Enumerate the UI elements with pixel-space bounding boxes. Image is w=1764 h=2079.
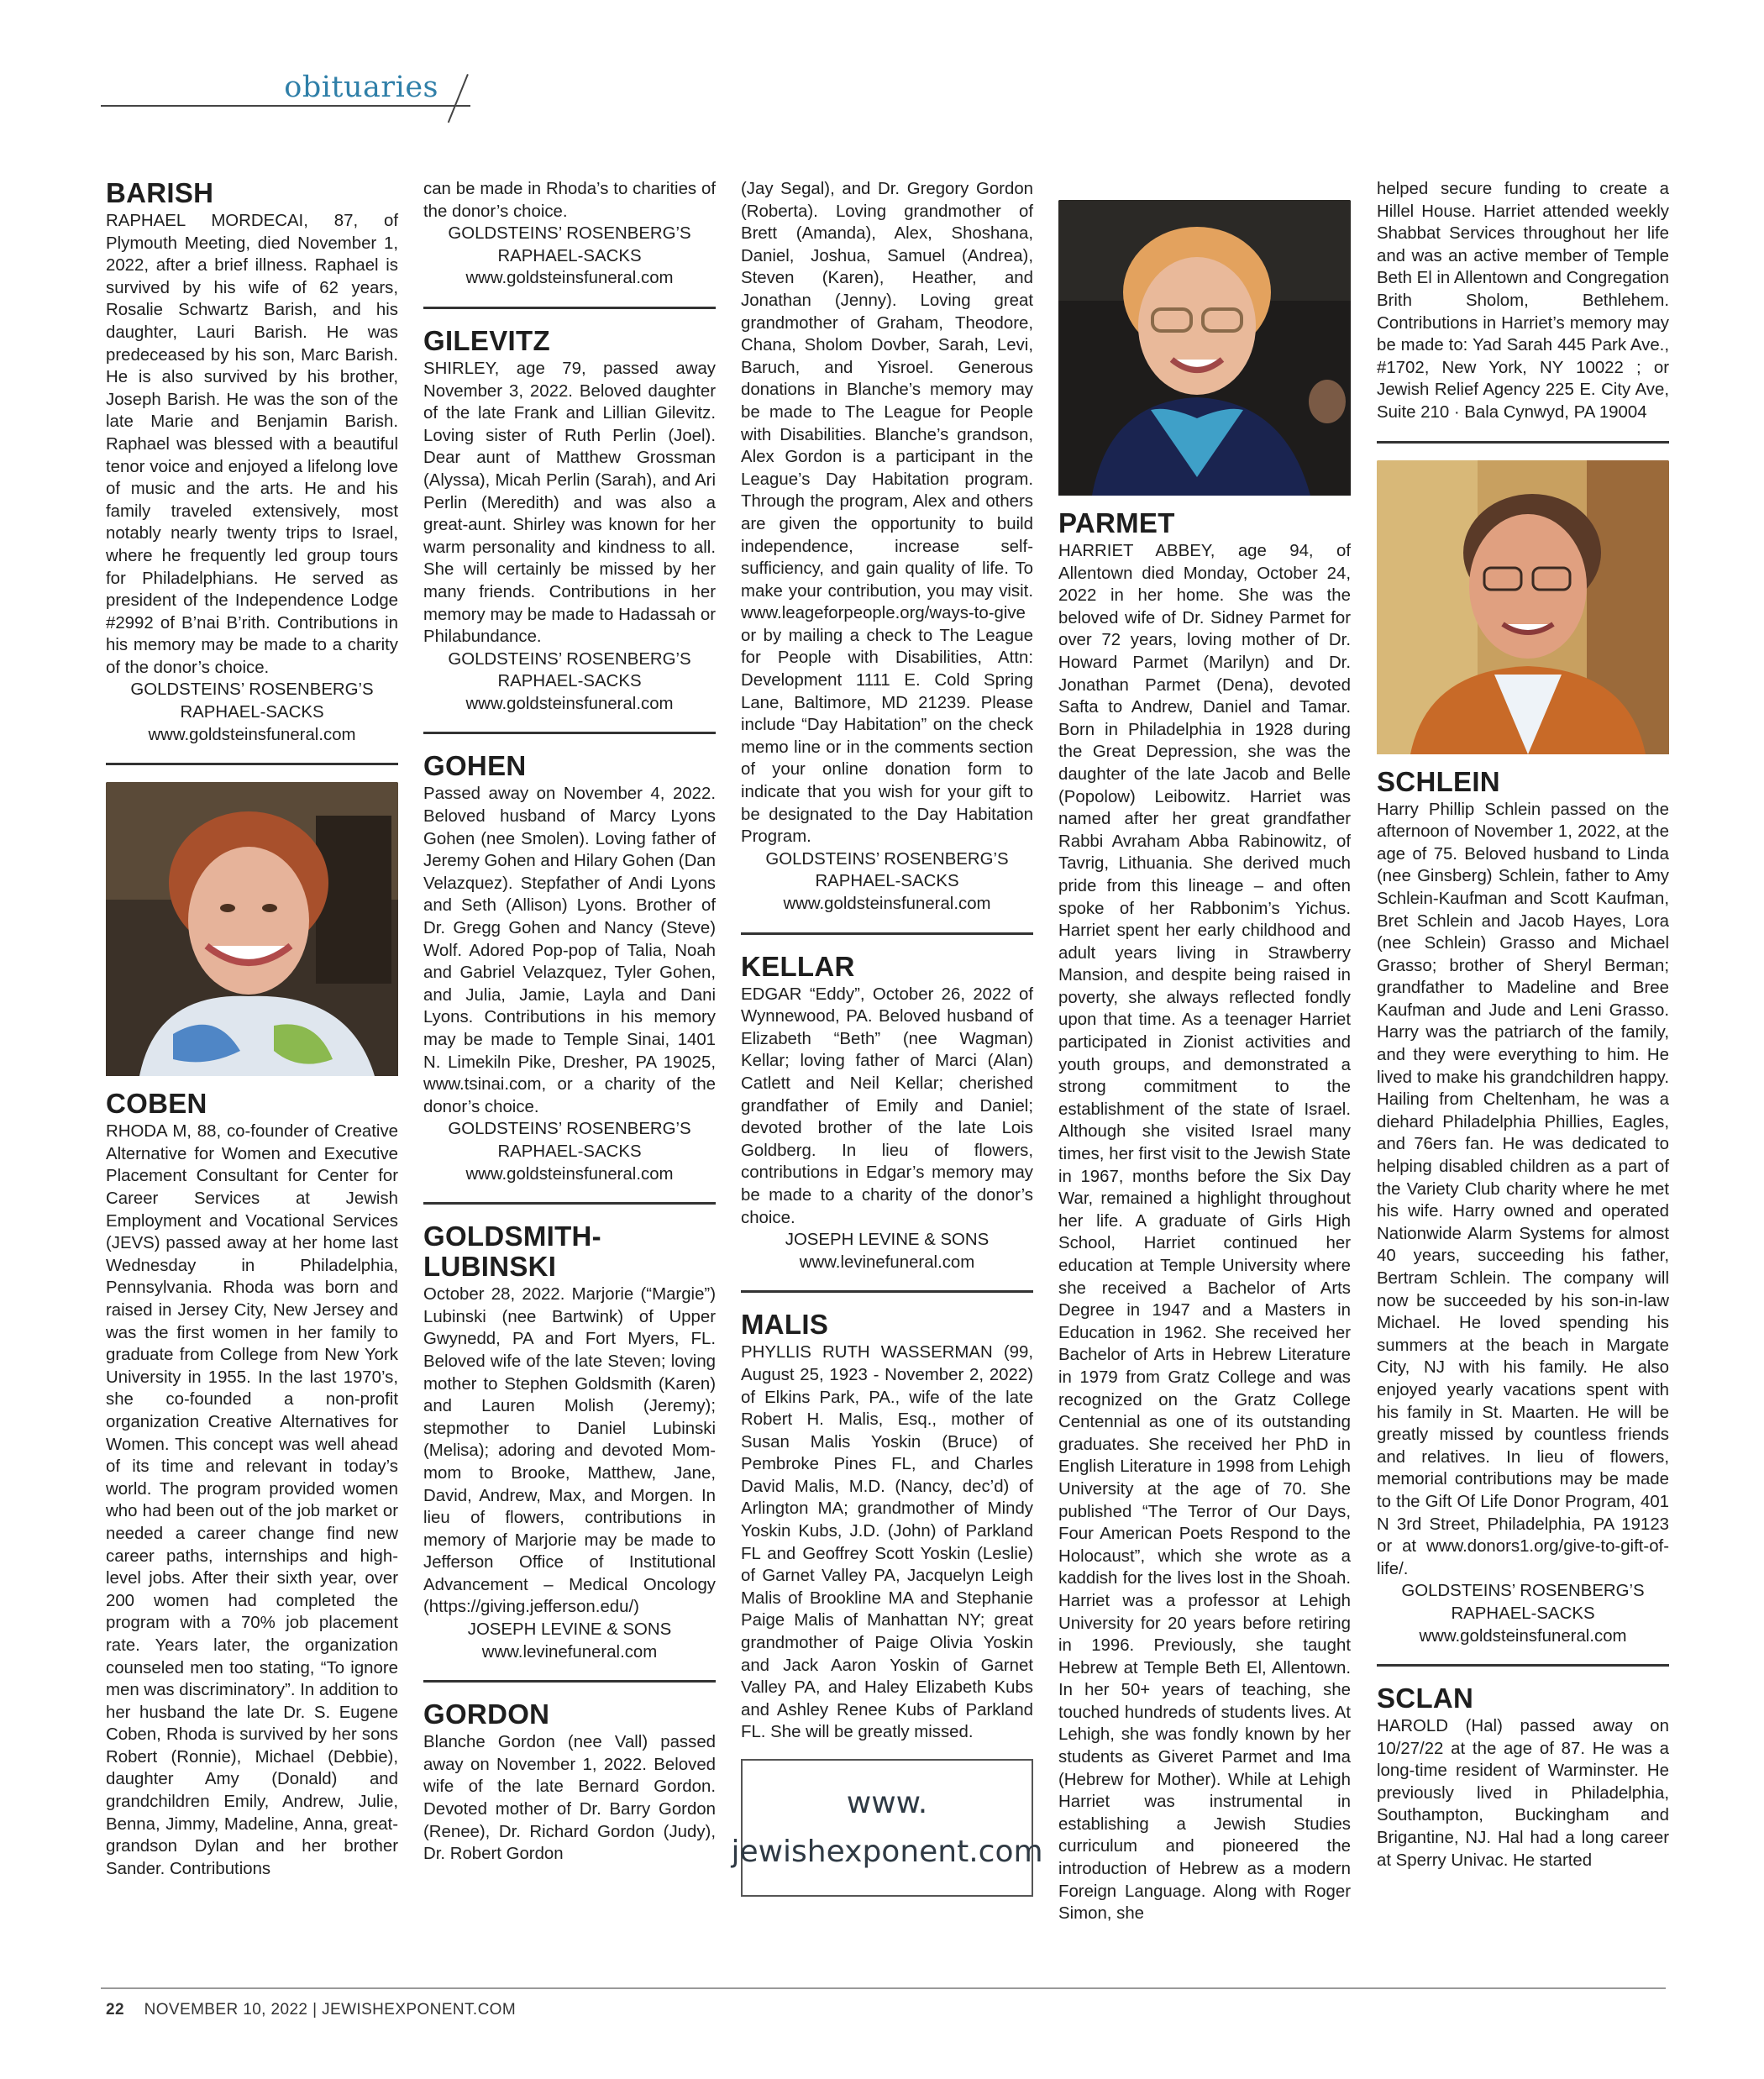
obit-goldsmith-lubinski	[423, 1221, 716, 1663]
separator	[423, 1202, 716, 1205]
separator	[741, 932, 1033, 935]
obit-name: MALIS	[741, 1309, 829, 1341]
obit-gohen	[423, 751, 716, 1185]
obit-text: HARRIET ABBEY, age 94, of Allentown died Monday, October 24, 2022 in her home. She was the beloved wife of Dr. Sidney Parmet for over 72 years, loving mother of Dr. Howard Parmet (Marilyn) and Dr. Jonathan Parmet (Dena), devoted Safta to Andrew, Daniel and Tamar. Born in Philadelphia in 1928 during the Great Depression, she was the daughter of the late Jacob and Belle (Popolow) Leibowitz. Harriet was named after her great grandfather Rabbi Avraham Abba Rabinowitz, of Tavrig, Lithuania. She derived much pride from this lineage – and often spoke of her Rabbonim’s Yichus. Harriet spent her early childhood and adult years living in Strawberry Mansion, and despite being raised in poverty, she always reflected fondly upon that time. As a teenager Harriet participated in Zionist activities and youth groups, and demonstrated a strong commitment to the establishment of the state of Israel. Although she visited Israel many times, her first visit to the Jewish State in 1967, months before the Six Day War, remained a highlight throughout her life. A graduate of Girls High School, Harriet continued her education at Temple University where she received a Bachelor of Arts Degree in 1947 and a Masters in Education in 1962. She received her Bachelor of Arts in Hebrew Literature in 1979 from Gratz College and was recognized on the Gratz College Centennial as one of its outstanding graduates. She received her PhD in English Literature in 1998 from Lehigh University at the age of 70. She published “The Terror of Our Days, Four American Poets Respond to the Holocaust”, which she wrote as a kaddish for the lives lost in the Shoah. Harriet was a professor at Lehigh University for 20 years before retiring in 1996. Previously, she taught Hebrew at Temple Beth El, Allentown. In her 50+ years of teaching, she touched hundreds of students lives. At Lehigh, she was fondly known by her students as Giveret Parmet and Ima (Hebrew for Mother). While at Lehigh Harriet was instrumental in establishing a Jewish Studies curriculum and pioneered the introduction of Hebrew as a modern Foreign Language. Along with Roger Simon, she	[1058, 542, 1351, 1924]
funeral-home-name: RAPHAEL-SACKS	[497, 1142, 642, 1161]
obit-text: EDGAR “Eddy”, October 26, 2022 of Wynnewood, PA. Beloved husband of Elizabeth “Beth” (nee Wagman) Kellar; loving father of Marci (Alan) Catlett and Neil Kellar; cherished grandfather of Emily and Daniel; devoted brother of the late Lois Goldberg. In lieu of flowers, contributions in Edgar’s memory may be made to a charity of the donor’s choice.	[741, 984, 1033, 1227]
funeral-home-name: GOLDSTEINS’ ROSENBERG’S	[765, 849, 1009, 869]
funeral-home-url: www.levinefuneral.com	[799, 1252, 975, 1272]
obit-text: October 28, 2022. Marjorie (“Margie”) Lubinski (nee Bartwink) of Upper Gwynedd, PA and Fort Myers, FL. Beloved wife of the late Steven; loving mother to Stephen Goldsmith (Karen) and Lauren Molish (Jeremy); stepmother to Daniel Lubinski (Melisa); adoring and devoted Mom-mom to Brooke, Matthew, Jane, David, Andrew, Max, and Morgen. In lieu of flowers, contributions in memory of Marjorie may be made to Jefferson Office of Institutional Advancement – Medical Oncology (https://giving.jefferson.edu/)	[423, 1285, 716, 1617]
obit-parmet	[1058, 508, 1351, 1925]
column-4	[1058, 200, 1351, 1925]
obit-schlein	[1377, 767, 1669, 1648]
separator	[423, 732, 716, 734]
funeral-home-name: RAPHAEL-SACKS	[497, 672, 642, 691]
funeral-home-name: GOLDSTEINS’ ROSENBERG’S	[1401, 1582, 1645, 1601]
obit-name: BARISH	[106, 177, 214, 208]
funeral-home-name: RAPHAEL-SACKS	[180, 703, 324, 722]
section-header	[101, 66, 479, 124]
obit-name: SCLAN	[1377, 1683, 1474, 1714]
page-number: 22	[106, 2001, 124, 2019]
column-5	[1377, 178, 1669, 1872]
section-slash	[448, 74, 469, 123]
funeral-home-url: www.goldsteinsfuneral.com	[1419, 1626, 1627, 1646]
obit-name: PARMET	[1058, 507, 1175, 538]
obit-text: RHODA M, 88, co-founder of Creative Alternative for Women and Executive Placement Consultant for Center for Career Services at Jewish Employment and Vocational Services (JEVS) passed away at her home last Wednesday in Philadelphia, Pennsylvania. Rhoda was born and raised in Jersey City, New Jersey and was the first women in her family to graduate from College from New York University in 1955. In the last 1970’s, she co-founded a non-profit organization Creative Alternatives for Women. This concept was well ahead of its time and relevant in today’s world. The program provided women who had been out of the job market or needed a career change find new career paths, internships and high-level jobs. After their sixth year, over 200 women had completed the program with a 70% job placement rate. Years later, the organization counseled men too stating, “To ignore men was discriminatory”. In addition to her husband the late Dr. S. Eugene Coben, Rhoda is survived by her sons Robert (Ronnie), Michael (Debbie), daughter Amy (Donald) and grandchildren Emily, Andrew, Julie, Benna, Jimmy, Madeline, Anna, great-grandson Dylan and her brother Sander. Contributions	[106, 1122, 398, 1878]
separator	[1377, 441, 1669, 444]
funeral-home-url: www.goldsteinsfuneral.com	[465, 269, 674, 288]
separator	[423, 1680, 716, 1683]
website-ad[interactable]	[731, 1759, 1043, 1897]
footer-rule	[101, 1987, 1666, 1989]
obit-text: Harry Phillip Schlein passed on the afternoon of November 1, 2022, at the age of 75. Beloved husband to Linda (nee Ginsberg) Schlein, father to Amy Schlein-Kaufman and Scott Kaufman, Bret Schlein and Jacob Hayes, Lora (nee Schlein) Grasso and Michael Grasso; brother of Sheryl Berman; grandfather to Madeline and Bree Kaufman and Jude and Leni Grasso. Harry was the patriarch of the family, and they were everything to him. He lived to make his grandchildren happy. Hailing from Cheltenham, he was a diehard Philadelphia Phillies, Eagles, and 76ers fan. He was dedicated to helping disabled children as a part of the Variety Club charity where he met his wife. Harry owned and operated Nationwide Alarm Systems for almost 40 years, succeeding his father, Bertram Schlein. The company will now be succeeded by his son-in-law Michael. He loved spending his summers at the beach in Margate City, NJ with his family. He also enjoyed yearly vacations spent with his family in St. Maarten. He will be greatly missed by countless friends and relatives. In lieu of flowers, memorial contributions may be made to the Gift Of Life Donor Program, 401 N 3rd Street, Philadelphia, PA 19123 or at www.donors1.org/give-to-gift-of-life/.	[1377, 800, 1669, 1578]
separator	[423, 307, 716, 309]
funeral-home-name: RAPHAEL-SACKS	[815, 872, 959, 891]
obit-text-continued: helped secure funding to create a Hillel House. Harriet attended weekly Shabbat Services throughout her life and was an active member of Temple Beth El in Allentown and Congregation Brith Sholom, Bethlehem. Contributions in Harriet’s memory may be made to: Yad Sarah 445 Park Ave., #1702, New York, NY 10022 ; or Jewish Relief Agency 225 E. City Ave, Suite 210 · Bala Cynwyd, PA 19004	[1377, 180, 1670, 422]
obit-text: Passed away on November 4, 2022. Beloved husband of Marcy Lyons Gohen (nee Smolen). Loving father of Jeremy Gohen and Hilary Gohen (Dan Velazquez). Stepfather of Andi Lyons and Seth (Allison) Lyons. Brother of Dr. Gregg Gohen and Nancy (Steve) Wolf. Adored Pop-pop of Talia, Noah and Gabriel Velazquez, Tyler Gohen, and Julia, Jamie, Layla and Dani Lyons. Contributions in his memory may be made to Temple Sinai, 1401 N. Limekiln Pike, Dresher, PA 19025, www.tsinai.com, or a charity of the donor’s choice.	[423, 785, 716, 1116]
photo-coben	[106, 782, 398, 1080]
footer-text: NOVEMBER 10, 2022 | JEWISHEXPONENT.COM	[144, 2001, 517, 2019]
funeral-home-name: GOLDSTEINS’ ROSENBERG’S	[130, 680, 374, 700]
obit-name	[423, 1221, 716, 1282]
column-3	[731, 178, 1043, 1897]
funeral-home-url: www.goldsteinsfuneral.com	[148, 725, 356, 744]
obit-barish	[106, 178, 398, 746]
funeral-home-url: www.goldsteinsfuneral.com	[783, 895, 991, 913]
obit-kellar	[741, 952, 1033, 1274]
obit-text: PHYLLIS RUTH WASSERMAN (99, August 25, 1923 - November 2, 2022) of Elkins Park, PA., wife of the late Robert H. Malis, Esq., mother of Susan Malis Yoskin (Bruce) of Pembroke Pines FL, and Charles David Malis, M.D. (Nancy, dec’d) of Arlington MA; grandmother of Mindy Yoskin Kubs, J.D. (John) of Parkland FL and Geoffrey Scott Yoskin (Leslie) of Garnet Valley PA, Jacquelyn Leigh Malis of Brookline MA and Stephanie Paige Malis of Manhattan NY; great grandmother of Paige Olivia Yoskin and Jack Aaron Yoskin of Garnet Valley PA, and Haley Elizabeth Kubs and Ashley Renee Kubs of Parkland FL. She will be greatly missed.	[741, 1343, 1033, 1742]
funeral-home-name: RAPHAEL-SACKS	[1451, 1604, 1595, 1623]
ad-line-1: www.	[846, 1786, 928, 1820]
funeral-home-url: www.goldsteinsfuneral.com	[465, 694, 674, 713]
separator	[1377, 1664, 1669, 1667]
column-2	[423, 178, 716, 1866]
funeral-home-url: www.levinefuneral.com	[481, 1642, 658, 1662]
funeral-home-name: JOSEPH LEVINE & SONS	[785, 1231, 990, 1250]
funeral-home-url: www.goldsteinsfuneral.com	[465, 1164, 674, 1184]
obit-text: RAPHAEL MORDECAI, 87, of Plymouth Meeting, died November 1, 2022, after a brief illness. Raphael is survived by his wife of 62 years, Rosalie Schwartz Barish, and his daughter, Lauri Barish. He was predeceased by his son, Marc Barish. He is also survived by his brother, Joseph Barish. He was the son of the late Marie and Benjamin Barish. Raphael was blessed with a beautiful tenor voice and enjoyed a lifelong love of music and the arts. He and his family traveled extensively, most notably nearly twenty trips to Israel, where he frequently led group tours for Philadelphians. He served as president of the Independence Lodge #2992 of B’nai B’rith. Contributions in his memory may be made to a charity of the donor’s choice.	[106, 212, 398, 677]
obit-name-line-1: GOLDSMITH-	[423, 1221, 601, 1252]
page-footer	[106, 2001, 516, 2019]
obit-gordon	[423, 1699, 716, 1866]
obit-coben	[106, 1089, 398, 1880]
photo-parmet	[1058, 200, 1351, 500]
separator	[741, 1290, 1033, 1293]
obit-text: HAROLD (Hal) passed away on 10/27/22 at the age of 87. He was a long-time resident of Warminster. He previously lived in Philadelphia, Southampton, Buckingham and Brigantine, NJ. Hal had a long career at Sperry Univac. He started	[1377, 1717, 1669, 1870]
obit-name: SCHLEIN	[1377, 765, 1500, 797]
obit-malis	[741, 1310, 1033, 1744]
funeral-home-name: RAPHAEL-SACKS	[497, 246, 642, 265]
section-label: obituaries	[284, 71, 438, 104]
funeral-home-name: JOSEPH LEVINE & SONS	[467, 1620, 672, 1640]
obit-text-continued: can be made in Rhoda’s to charities of the donor’s choice.	[423, 180, 716, 221]
obit-text-continued: (Jay Segal), and Dr. Gregory Gordon (Roberta). Loving grandmother of Brett (Amanda), Alex, Shoshana, Daniel, Joshua, Samuel (Andrea), Steven (Karen), Heather, and Jonathan (Jenny). Loving great grandmother of Graham, Theodore, Chana, Sholom Dovber, Sarah, Levi, Baruch, and Yisroel. Generous donations in Blanche’s memory may be made to The League for People with Disabilities. Blanche’s grandson, Alex Gordon is a participant in the League’s Day Habitation program. Through the program, Alex and others are given the opportunity to build independence, increase self-sufficiency, and gain quality of life. To make your contribution, you may visit. www.leageforpeople.org/ways-to-give or by mailing a check to The League for People with Disabilities, Attn: Development 1111 E. Cold Spring Lane, Baltimore, MD 21239. Please include “Day Habitation” on the check memo line or in the comments section of your online donation form to indicate that you wish for your gift to be designated to the Day Habitation Program.	[741, 180, 1033, 847]
obit-name: COBEN	[106, 1088, 207, 1120]
obit-name: KELLAR	[741, 950, 855, 982]
obit-text: Blanche Gordon (nee Vall) passed away on November 1, 2022. Beloved wife of the late Bernard Gordon. Devoted mother of Dr. Barry Gordon (Renee), Dr. Richard Gordon (Judy), Dr. Robert Gordon	[423, 1733, 716, 1864]
obit-name: GOHEN	[423, 750, 527, 782]
obit-text: SHIRLEY, age 79, passed away November 3, 2022. Beloved daughter of the late Frank and Lillian Gilevitz. Loving sister of Ruth Perlin (Joel). Dear aunt of Matthew Grossman (Alyssa), Micah Perlin (Sarah), and Ari Perlin (Meredith) and was also a great-aunt. Shirley was known for her warm personality and kindness to all. She will certainly be missed by her many friends. Contributions in her memory may be made to Hadassah or Philabundance.	[423, 359, 716, 647]
obit-name-line-2: LUBINSKI	[423, 1251, 557, 1283]
separator	[106, 763, 398, 765]
photo-schlein	[1377, 460, 1669, 759]
funeral-home-name: GOLDSTEINS’ ROSENBERG’S	[448, 1120, 691, 1139]
funeral-home-name: GOLDSTEINS’ ROSENBERG’S	[448, 224, 691, 244]
obit-sclan	[1377, 1683, 1669, 1872]
column-1	[106, 178, 398, 1880]
ad-line-2: jewishexponent.com	[731, 1835, 1043, 1869]
obit-name: GORDON	[423, 1698, 550, 1730]
funeral-home-name: GOLDSTEINS’ ROSENBERG’S	[448, 649, 691, 669]
obit-gilevitz	[423, 326, 716, 716]
section-rule	[101, 105, 470, 107]
obit-name: GILEVITZ	[423, 324, 550, 356]
